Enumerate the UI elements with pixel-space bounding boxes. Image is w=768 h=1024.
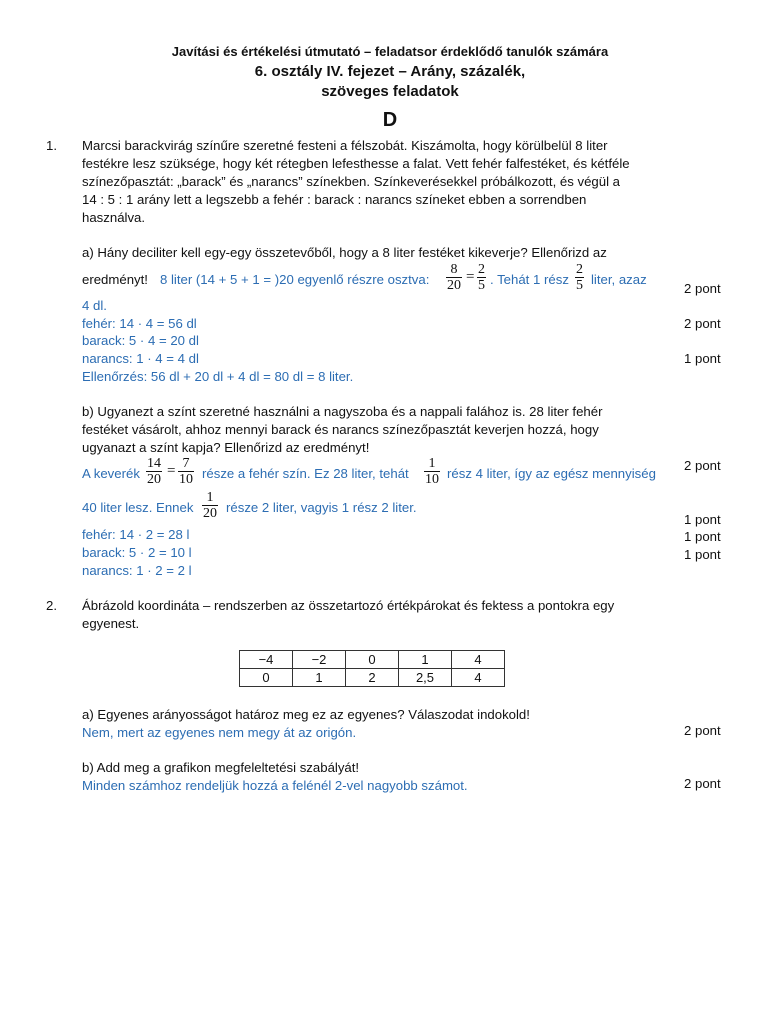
table-cell: −2 <box>293 651 346 669</box>
fraction-denominator: 20 <box>447 278 461 293</box>
fraction-numerator: 14 <box>147 456 161 471</box>
fraction-denominator: 10 <box>425 472 439 487</box>
task1b-answer-text: rész 4 liter, így az egész mennyiség <box>447 466 656 481</box>
task1b-fraction <box>424 456 440 487</box>
task1a-question-cont: eredményt! <box>82 272 148 287</box>
fraction-denominator: 20 <box>203 506 217 521</box>
fraction-denominator: 20 <box>147 472 161 487</box>
points-label: 1 pont <box>684 547 721 562</box>
task1b-question-line: ugyanazt a színt kapja? Ellenőrizd az eredményt! <box>82 440 370 455</box>
points-label: 2 pont <box>684 723 721 738</box>
task1b-fraction <box>146 456 162 487</box>
task1a-answer-text: 4 dl. <box>82 298 107 313</box>
header-title-line1: 6. osztály IV. fejezet – Arány, százalék, <box>254 63 526 80</box>
task1a-fraction <box>477 262 486 293</box>
fraction-numerator: 2 <box>576 262 583 277</box>
task1a-answer-line: barack: 5 · 4 = 20 dl <box>82 333 199 348</box>
task1a-answer-line: narancs: 1 · 4 = 4 dl <box>82 351 199 366</box>
points-label: 2 pont <box>684 458 721 473</box>
task1a-fraction <box>446 262 462 293</box>
header-subtitle: Javítási és értékelési útmutató – feladatsor érdeklődő tanulók számára <box>171 44 609 59</box>
table-cell: 4 <box>452 669 505 687</box>
fraction-denominator: 5 <box>478 278 485 293</box>
task1a-answer-text: 8 liter (14 + 5 + 1 = )20 egyenlő részre osztva: <box>160 272 430 287</box>
fraction-denominator: 5 <box>576 278 583 293</box>
task1b-fraction <box>202 490 218 521</box>
task1-text-line: Marcsi barackvirág színűre szeretné festeni a félszobát. Kiszámolta, hogy körülbelül 8 liter <box>82 138 608 153</box>
task1b-answer-text: része a fehér szín. Ez 28 liter, tehát <box>202 466 409 481</box>
task1-text-line: 14 : 5 : 1 arány lett a legszebb a fehér : barack : narancs színeket ebben a sorrendben <box>82 192 587 207</box>
task1a-answer-text: liter, azaz <box>591 272 647 287</box>
task2b-question: b) Add meg a grafikon megfeleltetési szabályát! <box>82 760 360 775</box>
task1b-answer-line: narancs: 1 · 2 = 2 l <box>82 563 192 578</box>
points-label: 2 pont <box>684 281 721 296</box>
task2-number: 2. <box>46 598 57 613</box>
task1a-check-line: Ellenőrzés: 56 dl + 20 dl + 4 dl = 80 dl = 8 liter. <box>82 369 354 384</box>
task2a-answer: Nem, mert az egyenes nem megy át az origón. <box>82 725 357 740</box>
table-cell: 1 <box>293 669 346 687</box>
task1-text-line: festékre lesz szüksége, hogy két rétegben lefesthesse a falat. Vett fehér falfestéket, és kétféle <box>82 156 630 171</box>
equals-sign: = <box>466 269 475 285</box>
task1a-answer-text: . Tehát 1 rész <box>490 272 569 287</box>
points-label: 2 pont <box>684 316 721 331</box>
fraction-numerator: 7 <box>178 456 194 472</box>
points-label: 2 pont <box>684 776 721 791</box>
equals-sign: = <box>167 463 176 479</box>
task1b-question-line: festéket vásárolt, ahhoz mennyi barack és narancs színezőpasztát keverjen hozzá, hogy <box>82 422 599 437</box>
fraction-numerator: 2 <box>478 262 485 277</box>
table-row <box>240 669 505 687</box>
task2-text-line: egyenest. <box>82 616 140 631</box>
task1a-question: a) Hány deciliter kell egy-egy összetevőből, hogy a 8 liter festéket kikeverje? Ellenőrizd az <box>82 245 607 260</box>
header-title-line2: szöveges feladatok <box>321 83 459 100</box>
task1b-answer-line: barack: 5 · 2 = 10 l <box>82 545 192 560</box>
task1b-answer-text: A keverék <box>82 466 140 481</box>
task2b-answer: Minden számhoz rendeljük hozzá a felénél 2-vel nagyobb számot. <box>82 778 468 793</box>
fraction-numerator: 1 <box>424 456 440 472</box>
table-cell: 4 <box>452 651 505 669</box>
table-cell: −4 <box>240 651 293 669</box>
table-cell: 0 <box>240 669 293 687</box>
points-label: 1 pont <box>684 351 721 366</box>
value-table <box>239 650 505 687</box>
fraction-numerator: 1 <box>202 490 218 506</box>
task1b-fraction <box>178 456 194 487</box>
points-label: 1 pont <box>684 512 721 527</box>
task1-text-line: színezőpasztát: „barack” és „narancs” színekben. Színkeverésekkel próbálkozott, és végül a <box>82 174 621 189</box>
task2-text-line: Ábrázold koordináta – rendszerben az összetartozó értékpárokat és fektess a pontokra egy <box>82 598 615 613</box>
task1a-answer-line: fehér: 14 · 4 = 56 dl <box>82 316 197 331</box>
table-cell: 2,5 <box>399 669 452 687</box>
task1b-answer-text: 40 liter lesz. Ennek <box>82 500 194 515</box>
variant-letter: D <box>382 109 398 131</box>
points-label: 1 pont <box>684 529 721 544</box>
task1b-answer-line: fehér: 14 · 2 = 28 l <box>82 527 190 542</box>
task1a-fraction <box>575 262 584 293</box>
task1b-answer-text: része 2 liter, vagyis 1 rész 2 liter. <box>226 500 417 515</box>
table-row <box>240 651 505 669</box>
table-cell: 0 <box>346 651 399 669</box>
task1-number: 1. <box>46 138 57 153</box>
fraction-denominator: 10 <box>179 472 193 487</box>
task1-text-line: használva. <box>82 210 146 225</box>
table-cell: 2 <box>346 669 399 687</box>
table-cell: 1 <box>399 651 452 669</box>
fraction-numerator: 8 <box>446 262 462 278</box>
task1b-question-line: b) Ugyanezt a színt szeretné használni a nagyszoba és a nappali falához is. 28 liter fehér <box>82 404 603 419</box>
task2a-question: a) Egyenes arányosságot határoz meg ez az egyenes? Válaszodat indokold! <box>82 707 530 722</box>
